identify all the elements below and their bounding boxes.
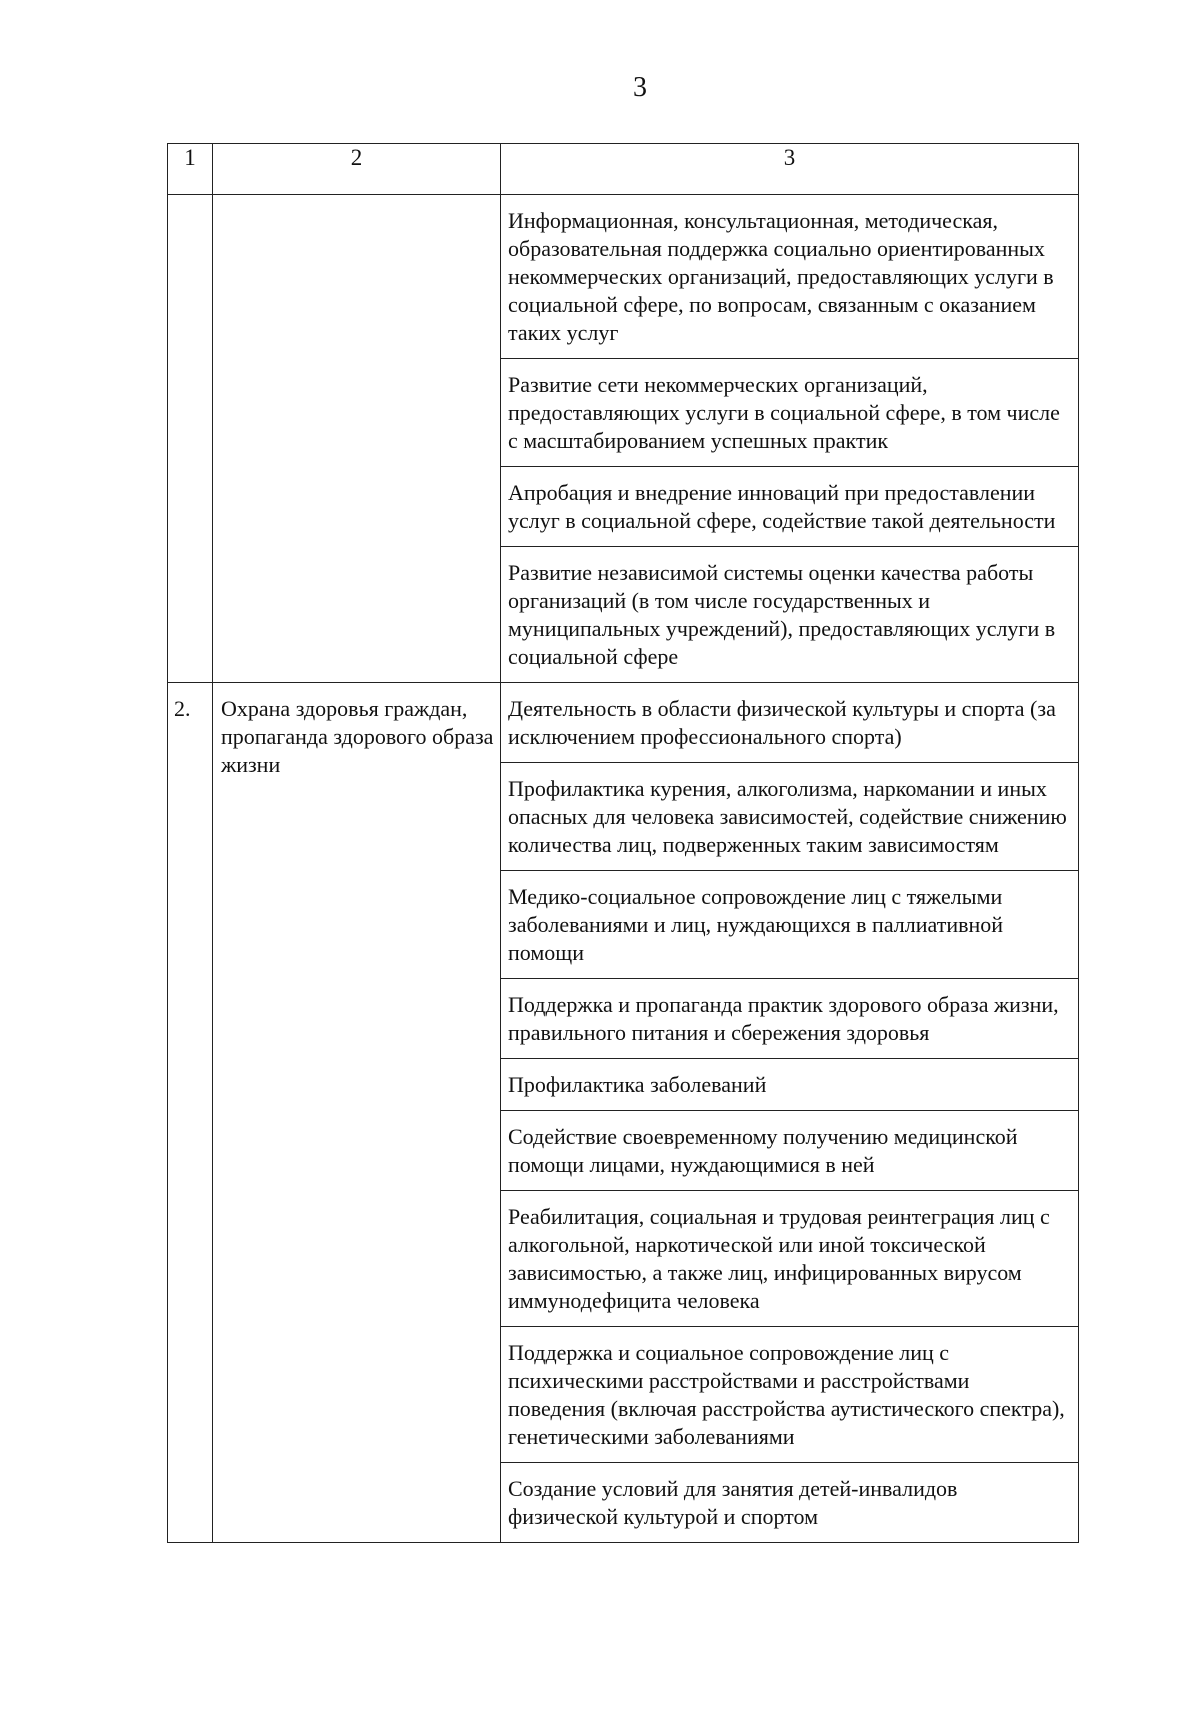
direction-cell [213,195,501,683]
activity-cell [501,467,1079,547]
activity-text: Профилактика курения, алкоголизма, наркомании и иных опасных для человека зависимостей, содействие снижению количества лиц, подверженных таким зависимостям [508,776,1067,857]
activity-text: Поддержка и пропаганда практик здорового образа жизни, правильного питания и сбережения здоровья [508,992,1059,1045]
activity-cell [501,763,1079,871]
direction-cell [213,683,501,1543]
activity-cell [501,683,1079,763]
column-header-2: 2 [213,144,501,195]
activity-cell [501,871,1079,979]
row-number [168,195,212,207]
page-number: 3 [633,72,647,103]
activity-cell [501,1191,1079,1327]
column-header-3: 3 [501,144,1079,195]
activity-text: Профилактика заболеваний [508,1072,767,1097]
row-number-cell [168,683,213,1543]
activity-text: Деятельность в области физической культуры и спорта (за исключением профессионального спорта) [508,696,1056,749]
activity-cell [501,1327,1079,1463]
column-header-1: 1 [168,144,213,195]
table-row [168,683,1079,763]
activity-text: Апробация и внедрение инноваций при предоставлении услуг в социальной сфере, содействие такой деятельности [508,480,1056,533]
direction-text: Охрана здоровья граждан, пропаганда здорового образа жизни [221,696,494,777]
activity-cell [501,1111,1079,1191]
activity-cell [501,979,1079,1059]
document-table [167,143,1079,1543]
activity-cell [501,547,1079,683]
activity-cell [501,195,1079,359]
activity-text: Развитие независимой системы оценки качества работы организаций (в том числе государственных и муниципальных учреждений), предоставляющих услуги в социальной сфере [508,560,1056,669]
activity-text: Медико-социальное сопровождение лиц с тяжелыми заболеваниями и лиц, нуждающихся в паллиативной помощи [508,884,1004,965]
activity-text: Информационная, консультационная, методическая, образовательная поддержка социально ориентированных некоммерческих организаций, предоставляющих услуги в социальной сфере, по вопросам, связанным с оказанием таких услуг [508,208,1054,345]
direction-text [213,195,500,207]
activity-text: Развитие сети некоммерческих организаций, предоставляющих услуги в социальной сфере, в том числе с масштабированием успешных практик [508,372,1060,453]
activity-text: Поддержка и социальное сопровождение лиц с психическими расстройствами и расстройствами поведения (включая расстройства аутистического спектра), генетическими заболеваниями [508,1340,1065,1449]
activity-text: Реабилитация, социальная и трудовая реинтеграция лиц с алкогольной, наркотической или иной токсической зависимостью, а также лиц, инфицированных вирусом иммунодефицита человека [508,1204,1050,1313]
activity-cell [501,1463,1079,1543]
activity-text: Создание условий для занятия детей-инвалидов физической культурой и спортом [508,1476,958,1529]
table-header-row [168,144,1079,195]
row-number-cell [168,195,213,683]
activity-cell [501,359,1079,467]
row-number: 2. [174,696,191,721]
activity-cell [501,1059,1079,1111]
table-row [168,195,1079,359]
activity-text: Содействие своевременному получению медицинской помощи лицами, нуждающимися в ней [508,1124,1018,1177]
